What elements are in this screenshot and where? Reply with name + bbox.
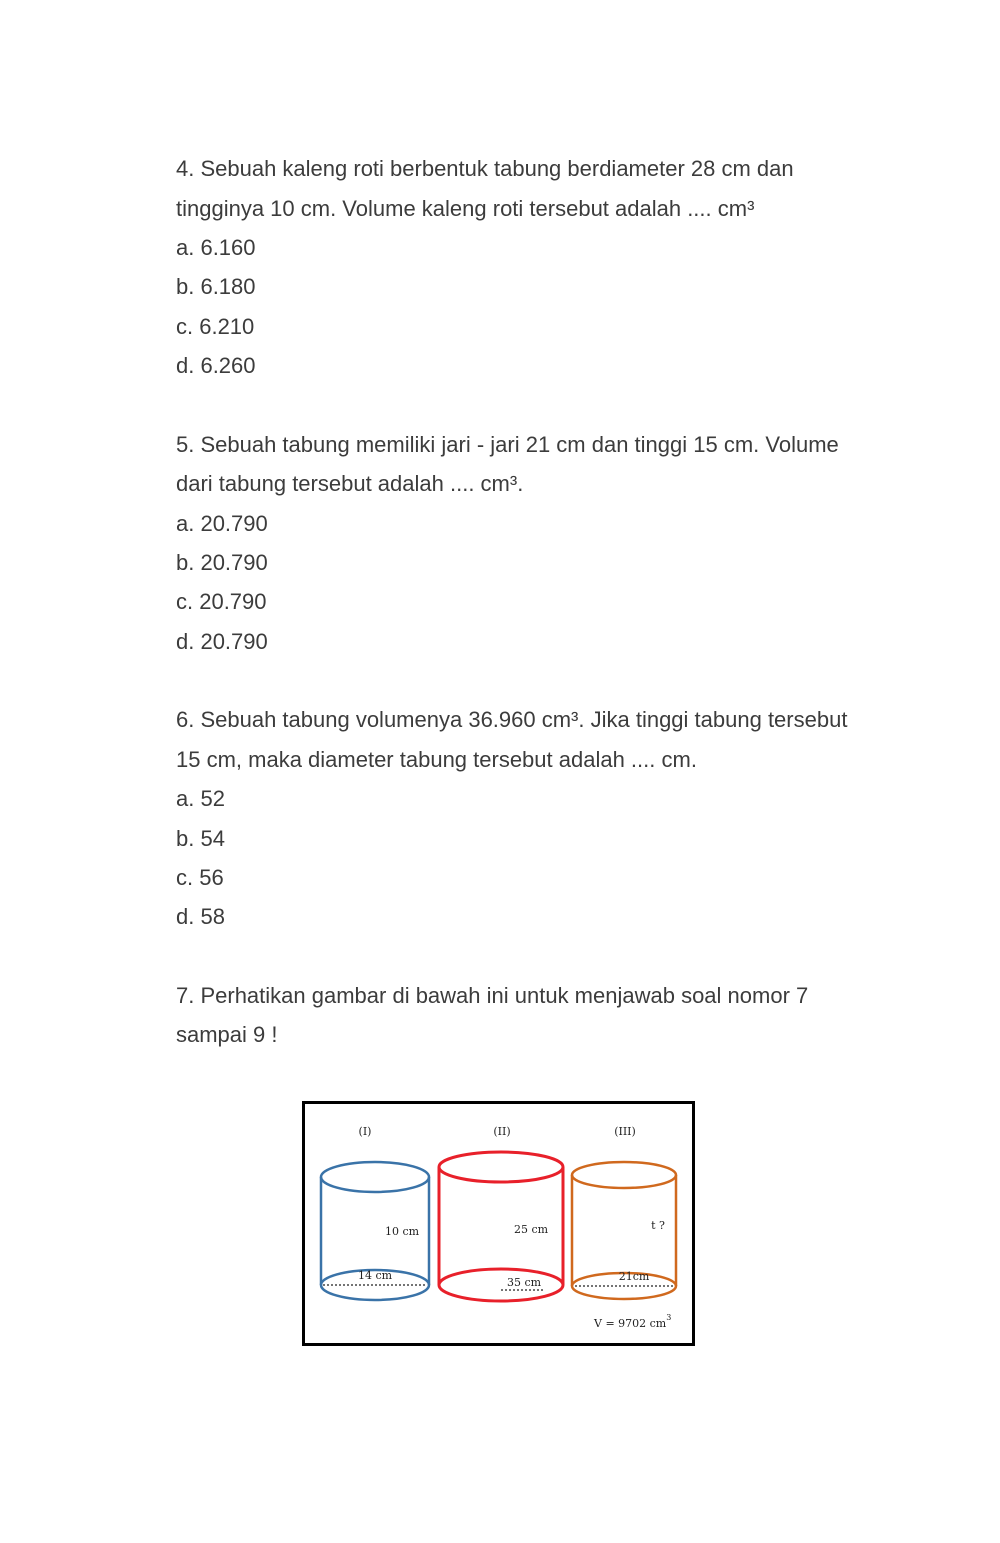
cylinder-iii-height-label: t ? bbox=[651, 1219, 665, 1232]
cylinder-i-height-label: 10 cm bbox=[384, 1225, 420, 1238]
question-4-option-b: b. 6.180 bbox=[176, 274, 256, 299]
question-6-text-line-2: 15 cm, maka diameter tabung tersebut adalah .... cm. bbox=[176, 747, 697, 772]
question-5-text-line-1: 5. Sebuah tabung memiliki jari - jari 21 cm dan tinggi 15 cm. Volume bbox=[176, 432, 839, 457]
volume-label-text: V = 9702 cm bbox=[594, 1317, 667, 1330]
cylinder-ii bbox=[439, 1125, 563, 1301]
cylinder-iii-diameter-label: 21cm bbox=[618, 1270, 650, 1283]
cylinder-i-label: (I) bbox=[358, 1125, 372, 1138]
question-6-option-b: b. 54 bbox=[176, 826, 225, 851]
question-6-text-line-1: 6. Sebuah tabung volumenya 36.960 cm³. Jika tinggi tabung tersebut bbox=[176, 707, 848, 732]
cylinder-ii-bottom-ellipse bbox=[439, 1269, 563, 1301]
question-7-text-line-1: 7. Perhatikan gambar di bawah ini untuk menjawab soal nomor 7 bbox=[176, 983, 809, 1008]
cylinder-iii-label: (III) bbox=[614, 1125, 636, 1138]
volume-label bbox=[593, 1313, 671, 1330]
question-4-option-c: c. 6.210 bbox=[176, 314, 255, 339]
cylinders-figure bbox=[302, 1101, 695, 1346]
question-5-option-d: d. 20.790 bbox=[176, 629, 268, 654]
cylinder-i bbox=[321, 1125, 429, 1300]
question-4-option-a: a. 6.160 bbox=[176, 235, 256, 260]
question-4-option-d: d. 6.260 bbox=[176, 353, 256, 378]
volume-label-exponent: 3 bbox=[666, 1313, 672, 1322]
question-4-text-line-2: tingginya 10 cm. Volume kaleng roti tersebut adalah .... cm³ bbox=[176, 196, 755, 221]
cylinder-iii-top-ellipse bbox=[572, 1162, 676, 1188]
question-5-text-line-2: dari tabung tersebut adalah .... cm³. bbox=[176, 471, 524, 496]
cylinder-i-diameter-label: 14 cm bbox=[357, 1269, 393, 1282]
question-5-option-a: a. 20.790 bbox=[176, 511, 268, 536]
cylinders-drawing bbox=[305, 1104, 692, 1343]
question-5-option-c: c. 20.790 bbox=[176, 589, 267, 614]
question-6-option-c: c. 56 bbox=[176, 865, 224, 890]
question-6-option-a: a. 52 bbox=[176, 786, 225, 811]
question-7-text-line-2: sampai 9 ! bbox=[176, 1022, 278, 1047]
question-5-option-b: b. 20.790 bbox=[176, 550, 268, 575]
cylinder-ii-diameter-label: 35 cm bbox=[506, 1276, 542, 1289]
question-6-option-d: d. 58 bbox=[176, 904, 225, 929]
cylinder-ii-label: (II) bbox=[493, 1125, 511, 1138]
cylinder-iii bbox=[572, 1125, 676, 1299]
cylinder-i-top-ellipse bbox=[321, 1162, 429, 1192]
question-4-text-line-1: 4. Sebuah kaleng roti berbentuk tabung berdiameter 28 cm dan bbox=[176, 156, 794, 181]
cylinder-ii-top-ellipse bbox=[439, 1152, 563, 1182]
cylinder-ii-height-label: 25 cm bbox=[513, 1223, 549, 1236]
